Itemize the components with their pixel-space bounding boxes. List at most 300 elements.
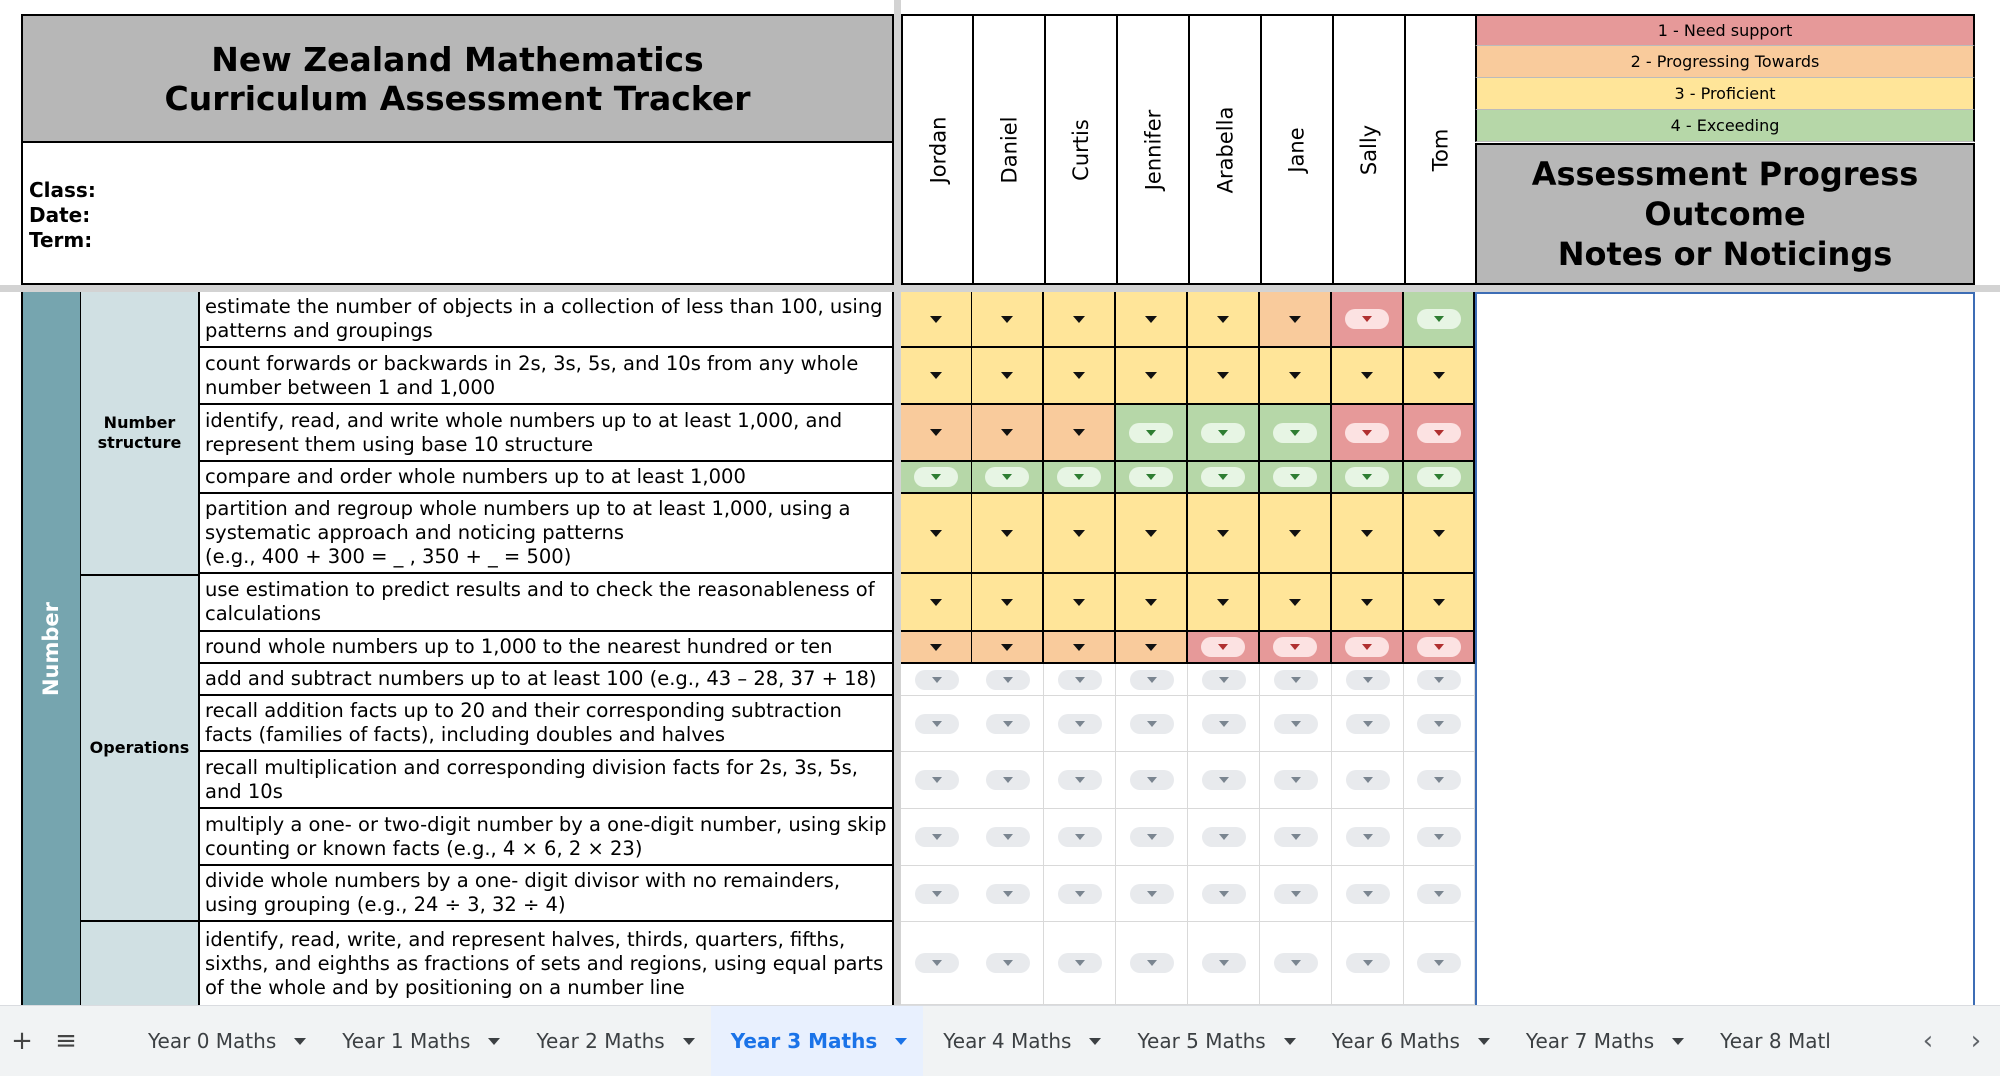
substrand-label: Operations [89,738,190,757]
score-cell[interactable] [1188,494,1260,574]
score-cell[interactable] [1044,462,1116,494]
score-cell[interactable] [1404,574,1475,632]
score-dropdown-chip[interactable] [1346,953,1390,973]
score-cell[interactable] [1188,696,1260,752]
dropdown-arrow-icon[interactable] [1073,644,1085,651]
dropdown-arrow-icon[interactable] [1145,372,1157,379]
tab-menu-chevron-icon[interactable] [488,1038,500,1045]
score-cell[interactable] [1404,405,1475,462]
score-dropdown-chip[interactable] [1202,827,1246,847]
tab-menu-chevron-icon[interactable] [294,1038,306,1045]
score-cell[interactable] [1260,809,1332,866]
score-cell[interactable] [1116,632,1188,664]
scroll-tabs-right-icon[interactable]: › [1970,1026,1982,1056]
chevron-down-icon [1363,960,1373,966]
student-header-jane[interactable] [1260,14,1332,285]
score-dropdown-chip[interactable] [1273,467,1317,487]
score-dropdown-chip[interactable] [1058,770,1102,790]
score-cell[interactable] [1188,922,1260,1005]
score-dropdown-chip[interactable] [1130,670,1174,690]
score-dropdown-chip[interactable] [986,953,1030,973]
score-dropdown-chip[interactable] [1417,670,1461,690]
score-cell[interactable] [901,632,973,664]
score-cell[interactable] [901,292,973,348]
score-dropdown-chip[interactable] [915,670,959,690]
chevron-down-icon [1146,474,1156,480]
score-dropdown-chip[interactable] [1417,884,1461,904]
score-dropdown-chip[interactable] [1202,714,1246,734]
score-cell[interactable] [1188,574,1260,632]
score-cell[interactable] [972,494,1044,574]
dropdown-arrow-icon[interactable] [930,599,942,606]
dropdown-arrow-icon[interactable] [930,530,942,537]
chevron-down-icon [1003,777,1013,783]
dropdown-arrow-icon[interactable] [1145,530,1157,537]
score-cell[interactable] [1116,752,1188,809]
score-cell[interactable] [972,574,1044,632]
score-dropdown-chip[interactable] [1417,423,1461,443]
sheet-tab[interactable] [1312,1006,1506,1076]
score-dropdown-chip[interactable] [986,714,1030,734]
score-cell[interactable] [1404,809,1475,866]
score-dropdown-chip[interactable] [1274,884,1318,904]
score-cell[interactable] [1116,922,1188,1005]
score-dropdown-chip[interactable] [1273,423,1317,443]
score-cell[interactable] [1188,809,1260,866]
dropdown-arrow-icon[interactable] [1433,530,1445,537]
notes-cell[interactable] [1475,292,1975,1005]
score-cell[interactable] [1044,632,1116,664]
score-dropdown-chip[interactable] [1058,670,1102,690]
score-cell[interactable] [972,752,1044,809]
dropdown-arrow-icon[interactable] [1001,372,1013,379]
score-cell[interactable] [1116,405,1188,462]
dropdown-arrow-icon[interactable] [1145,316,1157,323]
dropdown-arrow-icon[interactable] [1073,372,1085,379]
score-dropdown-chip[interactable] [915,953,959,973]
score-cell[interactable] [1404,462,1475,494]
add-sheet-button[interactable]: + [11,1026,33,1056]
student-header-jennifer[interactable] [1116,14,1188,285]
chevron-down-icon [1075,960,1085,966]
score-cell[interactable] [1404,922,1475,1005]
chevron-down-icon [1002,474,1012,480]
score-cell[interactable] [1260,866,1332,922]
score-dropdown-chip[interactable] [1346,670,1390,690]
score-cell[interactable] [1332,664,1404,696]
title-line-1: New Zealand Mathematics [211,39,704,79]
score-dropdown-chip[interactable] [1058,827,1102,847]
score-cell[interactable] [1188,462,1260,494]
score-cell[interactable] [972,405,1044,462]
sheet-tab-label: Year 6 Maths [1331,1029,1460,1053]
score-dropdown-chip[interactable] [1274,827,1318,847]
student-header-curtis[interactable] [1044,14,1116,285]
score-cell[interactable] [1044,922,1116,1005]
score-cell[interactable] [1404,866,1475,922]
dropdown-arrow-icon[interactable] [1001,599,1013,606]
score-dropdown-chip[interactable] [915,884,959,904]
score-cell[interactable] [1260,494,1332,574]
score-cell[interactable] [972,809,1044,866]
outcome-description[interactable]: recall addition facts up to 20 and their corresponding subtraction facts (families of facts), including doubles and halves [200,696,894,752]
student-header-sally[interactable] [1332,14,1404,285]
score-dropdown-chip[interactable] [1346,827,1390,847]
score-dropdown-chip[interactable] [1201,637,1245,657]
chevron-down-icon [1362,644,1372,650]
score-dropdown-chip[interactable] [1058,714,1102,734]
dropdown-arrow-icon[interactable] [1001,429,1013,436]
score-cell[interactable] [1188,348,1260,405]
score-cell[interactable] [1116,292,1188,348]
frozen-column-divider[interactable] [894,0,901,1005]
score-cell[interactable] [1404,752,1475,809]
score-cell[interactable] [972,292,1044,348]
score-cell[interactable] [901,922,973,1005]
sheet-tab-label: Year 5 Maths [1137,1029,1266,1053]
score-cell[interactable] [1332,462,1404,494]
score-cell[interactable] [1260,632,1332,664]
sheet-tab-bar [0,1005,2000,1076]
dropdown-arrow-icon[interactable] [930,372,942,379]
chevron-down-icon [1291,834,1301,840]
outcome-description[interactable]: multiply a one- or two-digit number by a one-digit number, using skip counting or known facts (e.g., 4 × 6, 2 × 23) [200,809,894,866]
sheet-tab-label: Year 4 Maths [943,1029,1072,1053]
score-dropdown-chip[interactable] [1417,467,1461,487]
dropdown-arrow-icon[interactable] [1073,530,1085,537]
outcome-description[interactable]: identify, read, write, and represent halves, thirds, quarters, fifths, sixths, and eighths as fractions of sets and regions, using equal parts of the whole and by positioning on a number line [200,922,894,1005]
dropdown-arrow-icon[interactable] [1361,372,1373,379]
score-cell[interactable] [1260,462,1332,494]
score-cell[interactable] [1260,292,1332,348]
chevron-down-icon [932,960,942,966]
student-name: Arabella [1213,106,1237,193]
score-dropdown-chip[interactable] [1274,670,1318,690]
dropdown-arrow-icon[interactable] [1361,530,1373,537]
dropdown-arrow-icon[interactable] [930,316,942,323]
score-dropdown-chip[interactable] [1417,770,1461,790]
score-dropdown-chip[interactable] [1202,953,1246,973]
top-gridline-strip [901,0,1475,15]
sheet-tab[interactable] [1700,1006,1847,1076]
score-dropdown-chip[interactable] [1417,309,1461,329]
chevron-down-icon [1434,960,1444,966]
sheet-tab[interactable] [923,1006,1117,1076]
student-header-tom[interactable] [1404,14,1475,285]
score-cell[interactable] [972,632,1044,664]
outcome-description[interactable]: identify, read, and write whole numbers up to at least 1,000, and represent them using base 10 structure [200,405,894,462]
chevron-down-icon [1003,721,1013,727]
dropdown-arrow-icon[interactable] [1001,316,1013,323]
score-dropdown-chip[interactable] [1345,309,1389,329]
dropdown-arrow-icon[interactable] [1433,372,1445,379]
chevron-down-icon [1290,430,1300,436]
title-line-2: Curriculum Assessment Tracker [164,78,751,118]
score-cell[interactable] [901,348,973,405]
dropdown-arrow-icon[interactable] [1289,316,1301,323]
page-title[interactable] [21,14,894,143]
score-cell[interactable] [1332,574,1404,632]
class-info-box[interactable] [21,143,894,285]
score-dropdown-chip[interactable] [1130,714,1174,734]
score-cell[interactable] [1044,752,1116,809]
chevron-down-icon [1219,777,1229,783]
score-cell[interactable] [1260,752,1332,809]
sheet-tab[interactable] [128,1006,322,1076]
score-dropdown-chip[interactable] [1346,884,1390,904]
score-cell[interactable] [1332,752,1404,809]
score-dropdown-chip[interactable] [986,827,1030,847]
chevron-down-icon [1363,891,1373,897]
score-dropdown-chip[interactable] [1346,714,1390,734]
legend-item[interactable]: 2 - Progressing Towards [1475,46,1975,78]
score-cell[interactable] [1044,292,1116,348]
score-cell[interactable] [1332,292,1404,348]
dropdown-arrow-icon[interactable] [1289,530,1301,537]
score-cell[interactable] [1116,574,1188,632]
score-cell[interactable] [1044,866,1116,922]
score-cell[interactable] [901,405,973,462]
score-cell[interactable] [1188,405,1260,462]
score-cell[interactable] [1188,292,1260,348]
score-cell[interactable] [1404,664,1475,696]
score-cell[interactable] [1404,292,1475,348]
chevron-down-icon [1434,430,1444,436]
score-dropdown-chip[interactable] [986,770,1030,790]
score-dropdown-chip[interactable] [1201,423,1245,443]
score-cell[interactable] [1404,632,1475,664]
chevron-down-icon [1219,677,1229,683]
score-cell[interactable] [972,462,1044,494]
score-dropdown-chip[interactable] [1130,884,1174,904]
outcome-description[interactable]: compare and order whole numbers up to at least 1,000 [200,462,894,494]
score-dropdown-chip[interactable] [915,714,959,734]
score-dropdown-chip[interactable] [1273,637,1317,657]
score-dropdown-chip[interactable] [986,670,1030,690]
score-cell[interactable] [1116,866,1188,922]
outcome-description[interactable]: round whole numbers up to 1,000 to the nearest hundred or ten [200,632,894,664]
dropdown-arrow-icon[interactable] [1001,644,1013,651]
score-cell[interactable] [1332,348,1404,405]
score-cell[interactable] [1044,494,1116,574]
tab-menu-chevron-icon[interactable] [895,1038,907,1045]
legend-item[interactable]: 3 - Proficient [1475,78,1975,110]
legend-item[interactable]: 4 - Exceeding [1475,110,1975,142]
score-cell[interactable] [901,462,973,494]
score-cell[interactable] [1116,348,1188,405]
notes-header[interactable] [1475,143,1975,285]
dropdown-arrow-icon[interactable] [1217,599,1229,606]
scroll-tabs-left-icon[interactable]: ‹ [1922,1026,1934,1056]
score-dropdown-chip[interactable] [1202,770,1246,790]
dropdown-arrow-icon[interactable] [1361,599,1373,606]
score-cell[interactable] [1188,866,1260,922]
score-cell[interactable] [972,348,1044,405]
outcome-description[interactable]: add and subtract numbers up to at least 100 (e.g., 43 – 28, 37 + 18) [200,664,894,696]
outcome-description[interactable]: divide whole numbers by a one- digit divisor with no remainders, using grouping (e.g., 24 ÷ 3, 32 ÷ 4) [200,866,894,922]
score-cell[interactable] [1332,922,1404,1005]
chevron-down-icon [1434,677,1444,683]
student-header-jordan[interactable] [901,14,973,285]
chevron-down-icon [1219,721,1229,727]
chevron-down-icon [1074,474,1084,480]
student-name: Jordan [925,116,950,183]
score-cell[interactable] [1260,348,1332,405]
score-cell[interactable] [1044,348,1116,405]
substrand-operations[interactable] [81,576,200,922]
score-cell[interactable] [1332,494,1404,574]
score-dropdown-chip[interactable] [1345,423,1389,443]
score-cell[interactable] [1188,632,1260,664]
chevron-down-icon [932,777,942,783]
sheet-tab[interactable] [322,1006,516,1076]
outcome-description[interactable]: partition and regroup whole numbers up to at least 1,000, using a systematic approach and noticing patterns (e.g., 400 + 300 = _ , 350 + _ = 500) [200,494,894,574]
outcome-description[interactable]: use estimation to predict results and to check the reasonableness of calculations [200,574,894,632]
score-dropdown-chip[interactable] [1345,467,1389,487]
score-dropdown-chip[interactable] [985,467,1029,487]
score-dropdown-chip[interactable] [1417,714,1461,734]
score-cell[interactable] [1116,664,1188,696]
tab-menu-chevron-icon[interactable] [1284,1038,1296,1045]
score-cell[interactable] [1044,809,1116,866]
score-dropdown-chip[interactable] [1417,827,1461,847]
dropdown-arrow-icon[interactable] [1145,599,1157,606]
score-cell[interactable] [901,752,973,809]
score-cell[interactable] [901,696,973,752]
legend-item[interactable]: 1 - Need support [1475,14,1975,46]
score-cell[interactable] [1188,752,1260,809]
score-cell[interactable] [1332,696,1404,752]
dropdown-arrow-icon[interactable] [1073,599,1085,606]
score-dropdown-chip[interactable] [1129,423,1173,443]
score-cell[interactable] [1044,405,1116,462]
score-dropdown-chip[interactable] [1345,637,1389,657]
frozen-row-divider[interactable] [0,285,2000,292]
score-cell[interactable] [1188,664,1260,696]
strand-cell[interactable] [21,292,81,1005]
score-cell[interactable] [901,494,973,574]
outcome-description[interactable]: recall multiplication and corresponding division facts for 2s, 3s, 5s, and 10s [200,752,894,809]
score-cell[interactable] [1404,348,1475,405]
score-dropdown-chip[interactable] [1058,953,1102,973]
score-cell[interactable] [1404,494,1475,574]
score-dropdown-chip[interactable] [915,770,959,790]
substrand-next[interactable] [81,922,200,1005]
score-dropdown-chip[interactable] [1129,467,1173,487]
chevron-down-icon [1363,677,1373,683]
score-dropdown-chip[interactable] [1274,953,1318,973]
dropdown-arrow-icon[interactable] [1001,530,1013,537]
score-cell[interactable] [1260,696,1332,752]
chevron-down-icon [1363,777,1373,783]
sheet-tab[interactable] [711,1006,924,1076]
score-dropdown-chip[interactable] [1202,884,1246,904]
substrand-number-structure[interactable] [81,292,200,576]
student-header-daniel[interactable] [972,14,1044,285]
score-cell[interactable] [972,664,1044,696]
score-dropdown-chip[interactable] [1130,770,1174,790]
dropdown-arrow-icon[interactable] [930,429,942,436]
score-dropdown-chip[interactable] [915,827,959,847]
score-cell[interactable] [972,866,1044,922]
all-sheets-menu-icon[interactable]: ≡ [55,1026,77,1056]
dropdown-arrow-icon[interactable] [1289,599,1301,606]
dropdown-arrow-icon[interactable] [1073,429,1085,436]
score-cell[interactable] [972,696,1044,752]
sheet-tab[interactable] [1506,1006,1700,1076]
score-cell[interactable] [1260,574,1332,632]
sheet-tab-label: Year 2 Maths [536,1029,665,1053]
dropdown-arrow-icon[interactable] [1433,599,1445,606]
dropdown-arrow-icon[interactable] [1289,372,1301,379]
outcome-description[interactable]: count forwards or backwards in 2s, 3s, 5s, and 10s from any whole number between 1 and 1,000 [200,348,894,405]
score-dropdown-chip[interactable] [1130,827,1174,847]
student-header-arabella[interactable] [1188,14,1260,285]
score-cell[interactable] [1116,494,1188,574]
score-cell[interactable] [1260,922,1332,1005]
score-cell[interactable] [1044,574,1116,632]
score-dropdown-chip[interactable] [1417,637,1461,657]
tab-menu-chevron-icon[interactable] [1089,1038,1101,1045]
score-dropdown-chip[interactable] [1202,670,1246,690]
dropdown-arrow-icon[interactable] [1145,644,1157,651]
score-dropdown-chip[interactable] [1201,467,1245,487]
dropdown-arrow-icon[interactable] [1217,316,1229,323]
dropdown-arrow-icon[interactable] [1073,316,1085,323]
score-cell[interactable] [901,809,973,866]
score-cell[interactable] [1260,664,1332,696]
chevron-down-icon [1218,474,1228,480]
sheet-tab[interactable] [516,1006,710,1076]
score-cell[interactable] [901,574,973,632]
score-cell[interactable] [1404,696,1475,752]
score-cell[interactable] [1116,696,1188,752]
score-cell[interactable] [1044,664,1116,696]
score-dropdown-chip[interactable] [1346,770,1390,790]
sheet-tabs [128,1006,1847,1076]
score-cell[interactable] [901,664,973,696]
score-cell[interactable] [1044,696,1116,752]
score-dropdown-chip[interactable] [1058,884,1102,904]
dropdown-arrow-icon[interactable] [1217,530,1229,537]
score-cell[interactable] [1332,809,1404,866]
tab-menu-chevron-icon[interactable] [683,1038,695,1045]
score-cell[interactable] [1116,809,1188,866]
score-dropdown-chip[interactable] [914,467,958,487]
score-dropdown-chip[interactable] [1417,953,1461,973]
score-dropdown-chip[interactable] [1130,953,1174,973]
sheet-tab[interactable] [1117,1006,1311,1076]
score-cell[interactable] [1332,405,1404,462]
score-dropdown-chip[interactable] [1274,714,1318,734]
tab-menu-chevron-icon[interactable] [1672,1038,1684,1045]
dropdown-arrow-icon[interactable] [930,644,942,651]
score-cell[interactable] [1260,405,1332,462]
score-dropdown-chip[interactable] [1057,467,1101,487]
dropdown-arrow-icon[interactable] [1217,372,1229,379]
tab-menu-chevron-icon[interactable] [1478,1038,1490,1045]
score-dropdown-chip[interactable] [1274,770,1318,790]
score-cell[interactable] [1332,866,1404,922]
score-dropdown-chip[interactable] [986,884,1030,904]
outcome-description[interactable]: estimate the number of objects in a collection of less than 100, using patterns and groupings [200,292,894,348]
score-cell[interactable] [972,922,1044,1005]
score-cell[interactable] [1332,632,1404,664]
chevron-down-icon [1362,430,1372,436]
score-cell[interactable] [901,866,973,922]
chevron-down-icon [932,834,942,840]
score-cell[interactable] [1116,462,1188,494]
